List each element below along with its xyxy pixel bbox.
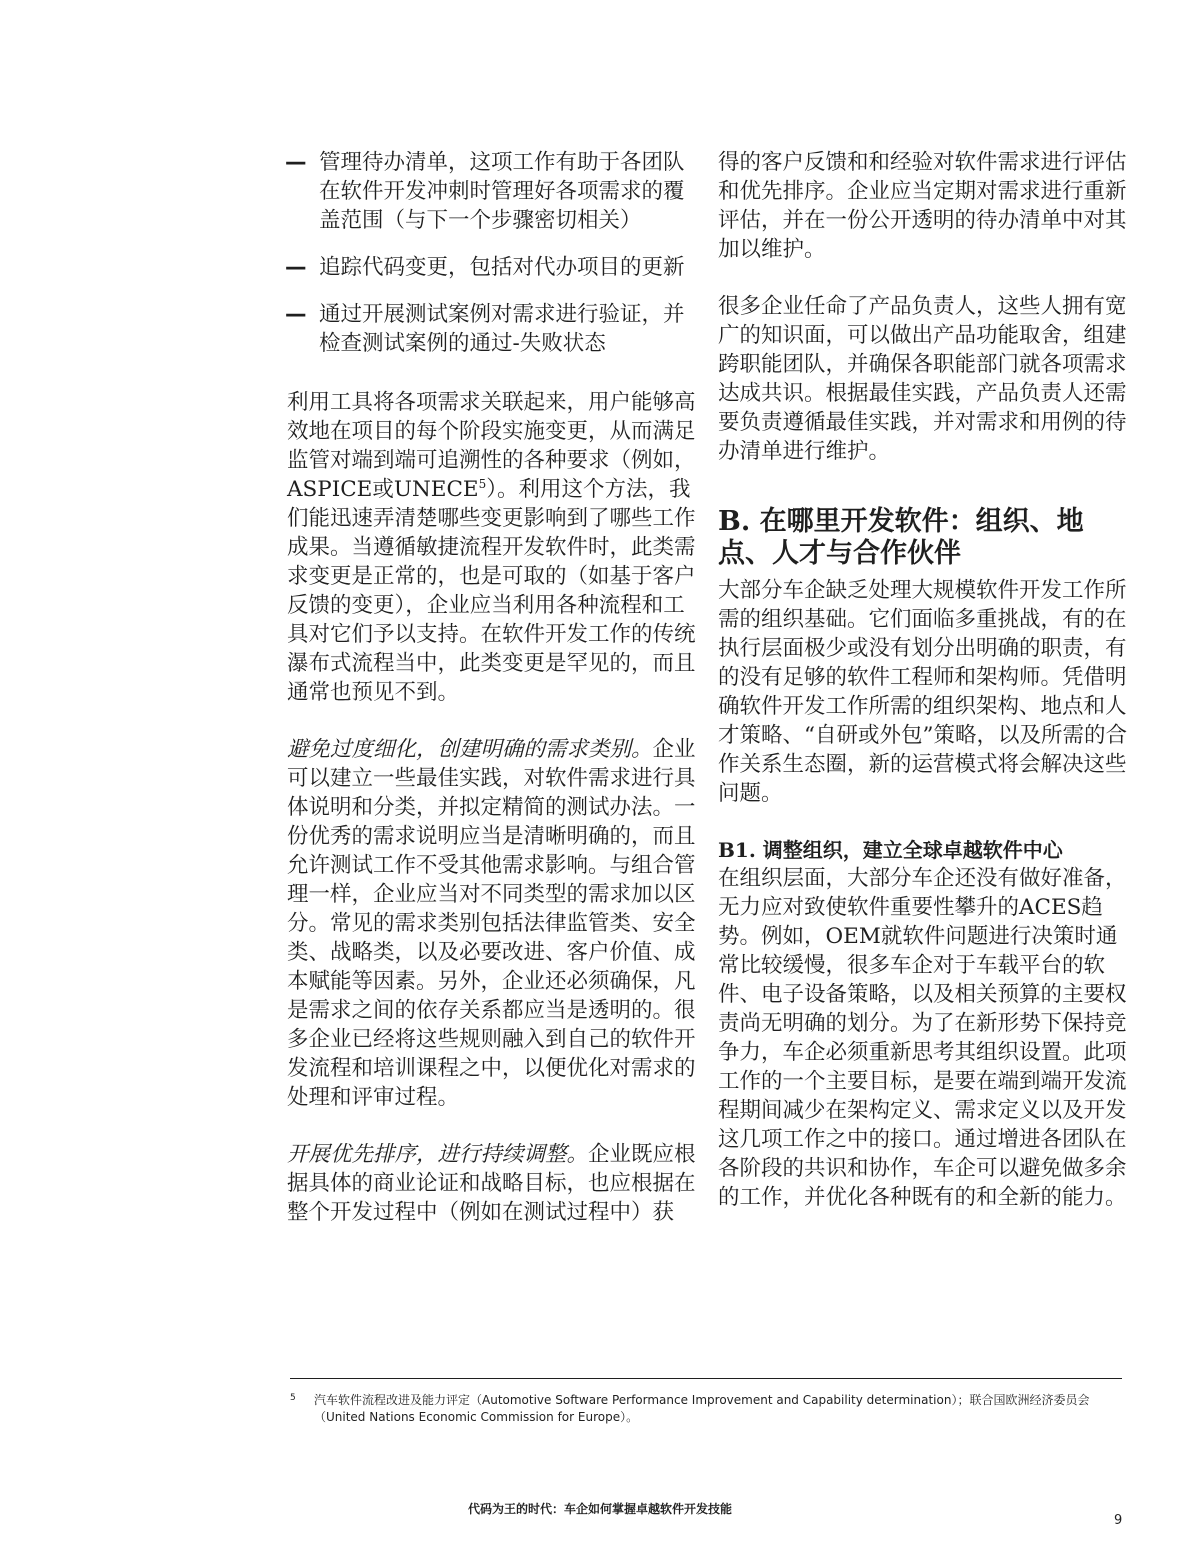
- dash-bullet-icon: —: [285, 150, 307, 175]
- page-number: 9: [1114, 1513, 1123, 1528]
- footer-title: 代码为王的时代：车企如何掌握卓越软件开发技能: [467, 1502, 732, 1516]
- traceability-paragraph: [287, 388, 701, 707]
- organization-paragraph: 大部分车企缺乏处理大规模软件开发工作所需的组织基础。它们面临多重挑战，有的在执行层面极少或没有划分出明确的职责，有的没有足够的软件工程师和架构师。凭借明确软件开发工作所需的组织架构、地点和人才策略、“自研或外包”策略，以及所需的合作关系生态圈，新的运营模式将会解决这些问题。: [718, 578, 1127, 806]
- prioritization-paragraph: [287, 1140, 701, 1227]
- right-column: [718, 148, 1128, 1240]
- paragraph-text: 企业可以建立一些最佳实践，对软件需求进行具体说明和分类，并拟定精简的测试办法。一份优秀的需求说明应当是清晰明确的，而且允许测试工作不受其他需求影响。与组合管理一样，企业应当对不同类型的需求加以区分。常见的需求类别包括法律监管类、安全类、战略类，以及必要改进、客户价值、成本赋能等因素。另外，企业还必须确保，凡是需求之间的依存关系都应当是透明的。很多企业已经将这些规则融入到自己的软件开发流程和培训课程之中，以便优化对需求的处理和评审过程。: [287, 737, 696, 1110]
- bullet-text: 管理待办清单，这项工作有助于各团队在软件开发冲刺时管理好各项需求的覆盖范围（与下一个步骤密切相关）: [319, 150, 685, 233]
- requirement-categories-paragraph: [287, 735, 701, 1112]
- global-center-paragraph: 在组织层面，大部分车企还没有做好准备，无力应对致使软件重要性攀升的ACES趋势。例如，OEM就软件问题进行决策时通常比较缓慢，很多车企对于车载平台的软件、电子设备策略，以及相关预算的主要权责尚无明确的划分。为了在新形势下保持竞争力，车企必须重新思考其组织设置。此项工作的一个主要目标，是要在端到端开发流程期间减少在架构定义、需求定义以及开发这几项工作之中的接口。通过增进各团队在各阶段的共识和协作，车企可以避免做多余的工作，并优化各种既有的和全新的能力。: [718, 866, 1127, 1210]
- bullet-text: 追踪代码变更，包括对代办项目的更新: [319, 255, 685, 280]
- footnote-divider: [290, 1378, 1122, 1379]
- subsection-heading-b1: B1. 调整组织，建立全球卓越软件中心: [718, 838, 1063, 862]
- dash-bullet-icon: —: [285, 255, 307, 280]
- footnote-text: 汽车软件流程改进及能力评定（Automotive Software Performance Improvement and Capability determination）；联合国欧洲经济委员会（United Nations Economic Commission for Europe）。: [314, 1393, 1090, 1424]
- left-column: [287, 148, 701, 1255]
- paragraph-lead: 避免过度细化，创建明确的需求类别。: [287, 737, 653, 762]
- dash-bullet-icon: —: [285, 302, 307, 327]
- bullet-item: [287, 300, 701, 358]
- subsection-b1: [718, 836, 1128, 1212]
- feedback-paragraph: 得的客户反馈和和经验对软件需求进行评估和优先排序。企业应当定期对需求进行重新评估，并在一份公开透明的待办清单中对其加以维护。: [718, 150, 1127, 262]
- paragraph-text: ）。利用这个方法，我们能迅速弄清楚哪些变更影响到了哪些工作成果。当遵循敏捷流程开发软件时，此类需求变更是正常的，也是可取的（如基于客户反馈的变更），企业应当利用各种流程和工具对它们予以支持。在软件开发工作的传统瀑布式流程当中，此类变更是罕见的，而且通常也预见不到。: [287, 477, 696, 705]
- paragraph-lead: 开展优先排序，进行持续调整。: [287, 1142, 589, 1167]
- bullet-item: [287, 253, 701, 282]
- footnote-reference[interactable]: 5: [478, 476, 487, 491]
- footnote: [290, 1392, 1122, 1426]
- product-owner-paragraph: 很多企业任命了产品负责人，这些人拥有宽广的知识面，可以做出产品功能取舍，组建跨职能团队，并确保各职能部门就各项需求达成共识。根据最佳实践，产品负责人还需要负责遵循最佳实践，并对需求和用例的待办清单进行维护。: [718, 294, 1127, 464]
- footnote-number: 5: [290, 1393, 296, 1403]
- bullet-item: [287, 148, 701, 235]
- section-heading-b: B. 在哪里开发软件：组织、地点、人才与合作伙伴: [718, 506, 1084, 569]
- bullet-text: 通过开展测试案例对需求进行验证，并检查测试案例的通过-失败状态: [319, 302, 685, 356]
- paragraph-text: 企业既应根据具体的商业论证和战略目标，也应根据在整个开发过程中（例如在测试过程中）获: [287, 1142, 696, 1225]
- paragraph-text: 利用工具将各项需求关联起来，用户能够高效地在项目的每个阶段实施变更，从而满足监管对端到端可追溯性的各种要求（例如，ASPICE或UNECE: [287, 390, 696, 502]
